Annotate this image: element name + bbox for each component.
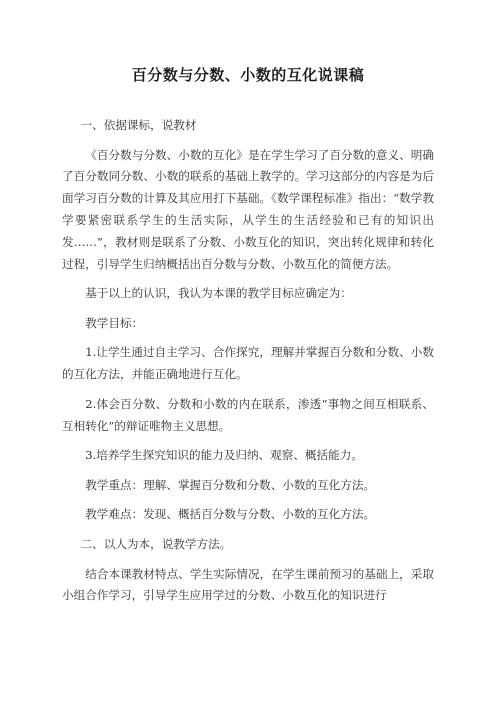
section-heading-2: 二、以人为本，说教学方法。 (80, 536, 232, 551)
paragraph-difficulty: 教学难点：发现、概括百分数与分数、小数的互化方法。 (85, 507, 376, 522)
paragraph-goal-1: 1.让学生通过自主学习、合作探究，理解并掌握百分数和分数、小数的互化方法，并能正确地进行互化。 (62, 345, 434, 382)
paragraph-key-point: 教学重点：理解、掌握百分数和分数、小数的互化方法。 (85, 477, 376, 492)
document-title: 百分数与分数、小数的互化说课稿 (131, 66, 365, 84)
document-body (62, 115, 434, 615)
paragraph-method: 结合本课教材特点、学生实际情况，在学生课前预习的基础上，采取小组合作学习，引导学生应用学过的分数、小数互化的知识进行 (62, 566, 434, 603)
paragraph-goals-label: 教学目标： (85, 315, 144, 330)
paragraph-basis: 基于以上的认识，我认为本课的教学目标应确定为： (85, 286, 352, 301)
section-heading-1: 一、依据课标，说教材 (80, 118, 197, 132)
paragraph-intro: 《百分数与分数、小数的互化》是在学生学习了百分数的意义、明确了百分数同分数、小数的联系的基础上教学的。学习这部分的内容是为后面学习百分数的计算及其应用打下基础。《数学课程标准》指出：“数学教学要紧密联系学生的生活实际，从学生的生活经验和已有的知识出发……”，教材则是联系了分数、小数互化的知识，突出转化规律和转化过程，引导学生归纳概括出百分数与分数、小数互化的简便方法。 (62, 147, 434, 271)
paragraph-goal-3: 3.培养学生探究知识的能力及归纳、观察、概括能力。 (85, 448, 363, 463)
paragraph-goal-2: 2.体会百分数、分数和小数的内在联系，渗透“事物之间互相联系、互相转化”的辩证唯物主义思想。 (62, 396, 434, 433)
